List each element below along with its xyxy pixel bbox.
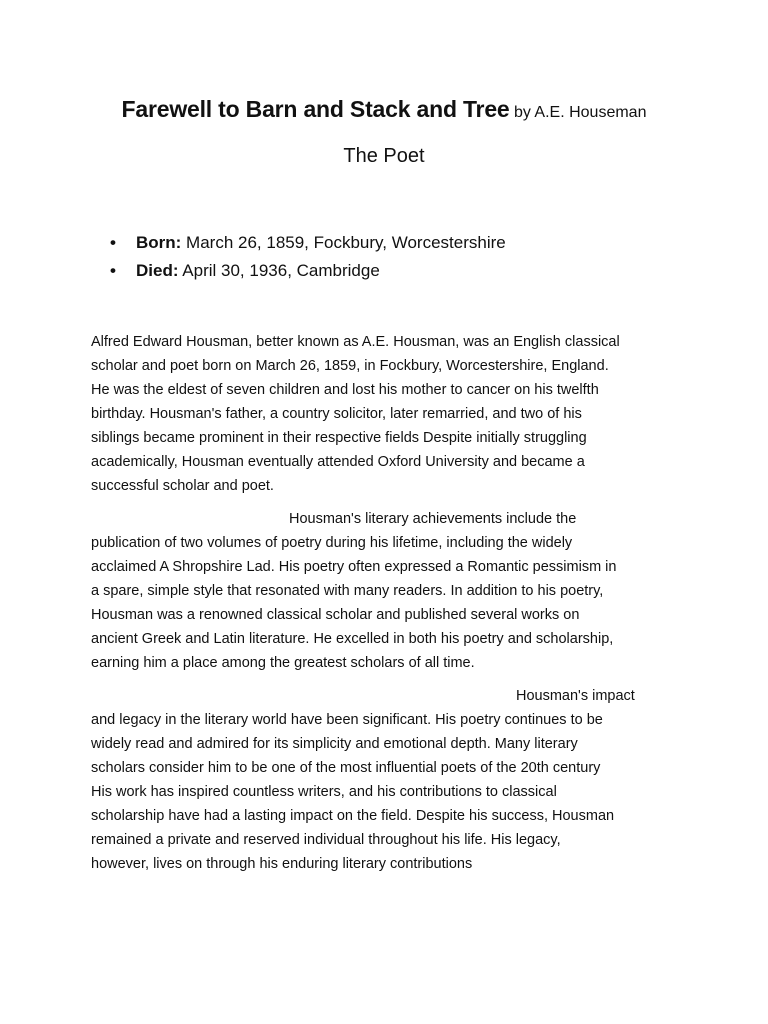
fact-label: Died: xyxy=(136,261,179,280)
paragraph-biography xyxy=(91,330,681,498)
text-line: publication of two volumes of poetry during his lifetime, including the widely xyxy=(91,535,573,551)
fact-value: March 26, 1859, Fockbury, Worcestershire xyxy=(181,233,506,252)
bullet-icon: • xyxy=(110,261,116,280)
document-title xyxy=(0,96,768,123)
author-byline: by A.E. Houseman xyxy=(513,104,647,121)
text-line: birthday. Housman's father, a country solicitor, later remarried, and two of his xyxy=(91,406,582,422)
text-line: acclaimed A Shropshire Lad. His poetry often expressed a Romantic pessimism in xyxy=(91,559,617,575)
bullet-icon: • xyxy=(110,233,116,252)
text-line: ancient Greek and Latin literature. He excelled in both his poetry and scholarship, xyxy=(91,631,614,647)
paragraph-legacy xyxy=(91,684,681,876)
text-line: successful scholar and poet. xyxy=(91,478,274,494)
fact-value: April 30, 1936, Cambridge xyxy=(178,261,380,280)
fact-died xyxy=(110,257,506,285)
text-line: scholars consider him to be one of the most influential poets of the 20th century xyxy=(91,760,601,776)
text-line: earning him a place among the greatest scholars of all time. xyxy=(91,655,475,671)
text-line: Housman was a renowned classical scholar and published several works on xyxy=(91,607,580,623)
poem-title: Farewell to Barn and Stack and Tree xyxy=(121,96,510,122)
text-line: and legacy in the literary world have been significant. His poetry continues to be xyxy=(91,712,603,728)
fact-label: Born: xyxy=(136,233,182,252)
fact-born xyxy=(110,229,506,257)
text-line: remained a private and reserved individual throughout his life. His legacy, xyxy=(91,832,561,848)
paragraph-achievements xyxy=(91,507,681,675)
text-line: Alfred Edward Housman, better known as A.E. Housman, was an English classical xyxy=(91,334,620,350)
text-line: a spare, simple style that resonated with many readers. In addition to his poetry, xyxy=(91,583,604,599)
section-heading: The Poet xyxy=(343,145,425,167)
text-line: widely read and admired for its simplicity and emotional depth. Many literary xyxy=(91,736,578,752)
text-line: Housman's impact xyxy=(516,688,635,704)
biography-facts-list xyxy=(110,229,506,285)
text-line: He was the eldest of seven children and lost his mother to cancer on his twelfth xyxy=(91,382,599,398)
text-line: scholarship have had a lasting impact on the field. Despite his success, Housman xyxy=(91,808,615,824)
text-line: however, lives on through his enduring literary contributions xyxy=(91,856,473,872)
text-line: siblings became prominent in their respective fields Despite initially struggling xyxy=(91,430,587,446)
text-line: His work has inspired countless writers, and his contributions to classical xyxy=(91,784,557,800)
text-line: Housman's literary achievements include the xyxy=(289,511,577,527)
text-line: academically, Housman eventually attended Oxford University and became a xyxy=(91,454,585,470)
text-line: scholar and poet born on March 26, 1859, in Fockbury, Worcestershire, England. xyxy=(91,358,609,374)
